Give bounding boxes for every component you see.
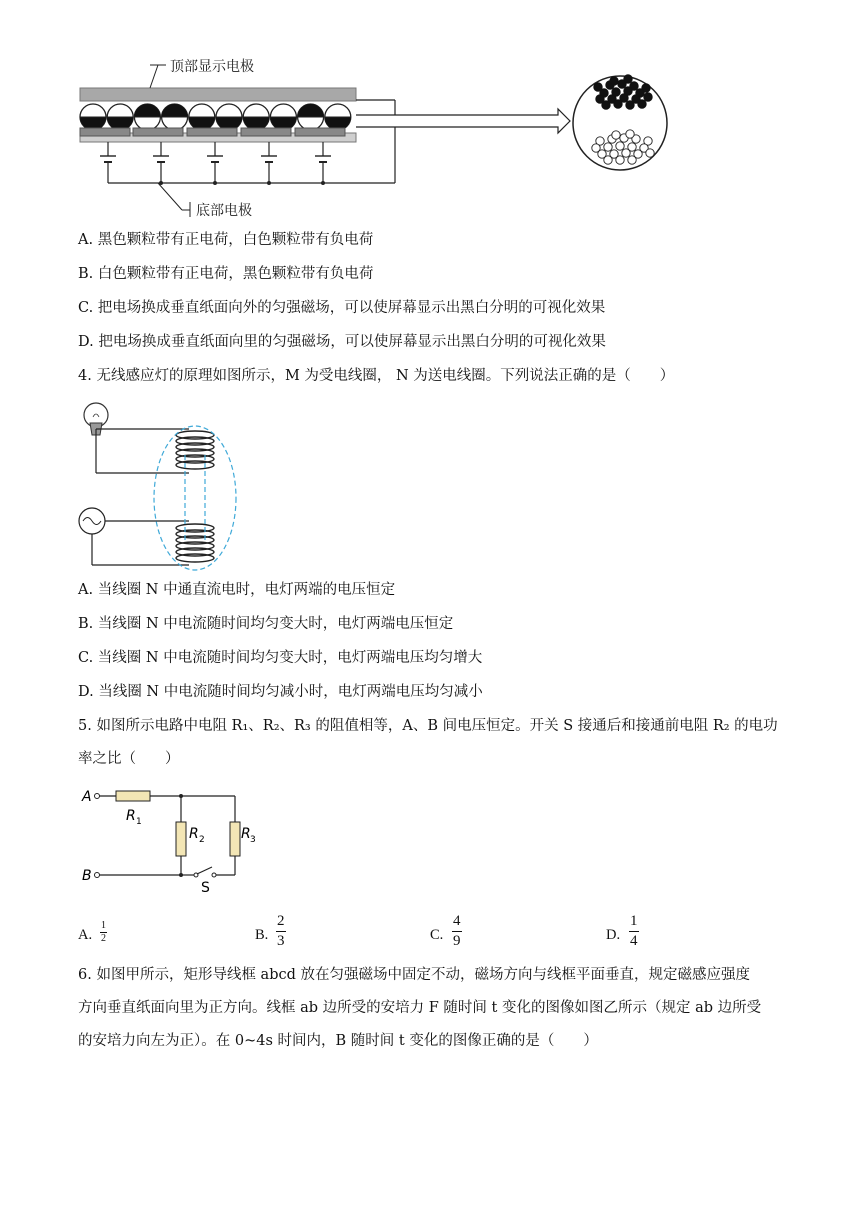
capsule-row [80,104,351,130]
q3-option-a[interactable]: A. 黑色颗粒带有正电荷，白色颗粒带有负电荷 [78,232,374,248]
resistor-r2 [176,822,186,856]
q5-circuit-diagram [78,782,268,897]
q4-option-a[interactable]: A. 当线圈 N 中通直流电时，电灯两端的电压恒定 [78,582,396,598]
switch-s [197,867,212,874]
q3-option-c[interactable]: C. 把电场换成垂直纸面向外的匀强磁场，可以使屏幕显示出黑白分明的可视化效果 [78,300,606,316]
svg-text:2: 2 [199,835,205,845]
q4-option-d[interactable]: D. 当线圈 N 中电流随时间均匀减小时，电灯两端电压均匀减小 [78,684,483,700]
resistor-r3 [230,822,240,856]
terminal-b-label: B [82,868,92,884]
top-electrode [80,88,356,101]
q6-stem-line2: 方向垂直纸面向里为正方向。线框 ab 边所受的安培力 F 随时间 t 变化的图像如图乙所示（规定 ab 边所受 [78,1000,762,1016]
q6-stem-line1: 6. 如图甲所示，矩形导线框 abcd 放在匀强磁场中固定不动，磁场方向与线框平面垂直，规定磁感应强度 [78,967,750,983]
display-diagram [70,55,670,220]
zoom-arrow [356,109,570,133]
svg-text:R: R [241,826,251,842]
q5-stem-line1: 5. 如图所示电路中电阻 R₁、R₂、R₃ 的阻值相等，A、B 间电压恒定。开关 S 接通后和接通前电阻 R₂ 的电功 [78,718,778,734]
q3-option-d[interactable]: D. 把电场换成垂直纸面向里的匀强磁场，可以使屏幕显示出黑白分明的可视化效果 [78,334,606,350]
switch-label: S [201,880,210,896]
wireless-lamp-diagram [74,393,249,573]
svg-text:R: R [189,826,199,842]
svg-text:R: R [126,808,136,824]
bottom-electrode-label: 底部电极 [196,203,252,219]
terminal-a-label: A [82,789,92,805]
q4-option-b[interactable]: B. 当线圈 N 中电流随时间均匀变大时，电灯两端电压恒定 [78,616,454,632]
q4-stem: 4. 无线感应灯的原理如图所示，M 为受电线圈， N 为送电线圈。下列说法正确的是（ ） [78,368,675,384]
resistor-r1 [116,791,150,801]
q5-stem-line2: 率之比（ ） [78,751,180,767]
svg-text:1: 1 [136,817,142,827]
q4-option-c[interactable]: C. 当线圈 N 中电流随时间均匀变大时，电灯两端电压均匀增大 [78,650,483,666]
svg-text:3: 3 [250,835,256,845]
q3-option-b[interactable]: B. 白色颗粒带有正电荷，黑色颗粒带有负电荷 [78,266,374,282]
top-electrode-label: 顶部显示电极 [170,59,254,75]
q6-stem-line3: 的安培力向左为正）。在 0~4s 时间内，B 随时间 t 变化的图像正确的是（ ） [78,1033,598,1049]
